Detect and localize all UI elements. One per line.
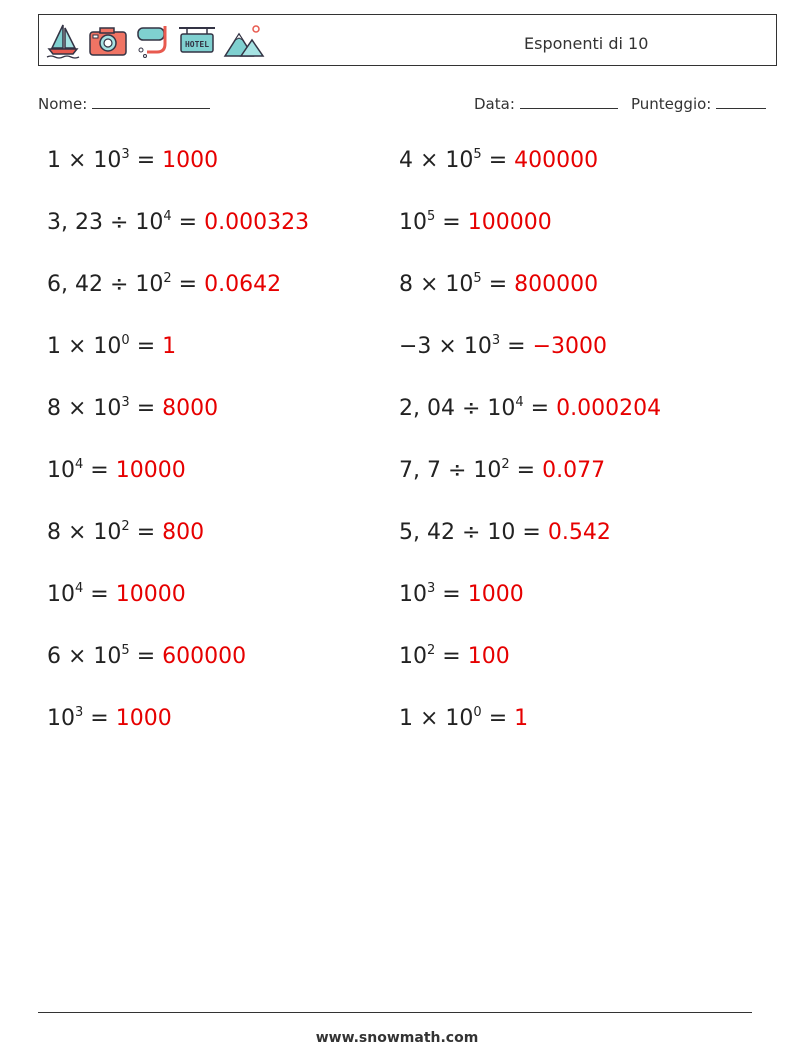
problem-expression: 8 × 10	[399, 272, 474, 297]
equals-sign: =	[523, 396, 557, 421]
problem-13	[47, 520, 204, 545]
name-field[interactable]	[38, 94, 210, 113]
problem-expression: 10	[47, 582, 75, 607]
answer: 100	[467, 644, 510, 669]
equals-sign: =	[435, 582, 468, 607]
exponent: 2	[427, 643, 436, 658]
answer: 1	[162, 334, 177, 359]
exponent: 5	[121, 643, 130, 658]
equals-sign: =	[509, 458, 543, 483]
problem-expression: 2, 04 ÷ 10	[399, 396, 516, 421]
equals-sign: =	[515, 520, 548, 545]
hotel-sign-text: HOTEL	[184, 40, 210, 49]
problem-18	[399, 644, 510, 669]
score-field[interactable]	[631, 94, 766, 113]
problem-expression: 10	[47, 458, 75, 483]
problem-expression: 8 × 10	[47, 396, 122, 421]
name-label: Nome:	[38, 95, 88, 113]
hotel-sign-icon	[177, 22, 217, 60]
problem-11	[47, 458, 186, 483]
problem-20	[399, 706, 528, 731]
date-label: Data:	[474, 95, 515, 113]
problem-12	[399, 458, 605, 483]
equals-sign: =	[435, 644, 468, 669]
sailboat-icon	[45, 22, 81, 60]
equals-sign: =	[481, 148, 515, 173]
answer: −3000	[532, 334, 607, 359]
answer: 1000	[162, 148, 219, 173]
exponent: 3	[75, 705, 84, 720]
problem-5	[47, 272, 281, 297]
exponent: 3	[427, 581, 436, 596]
exponent: 2	[121, 519, 130, 534]
snorkel-mask-icon	[135, 22, 171, 60]
answer: 1000	[467, 582, 524, 607]
answer: 400000	[514, 148, 599, 173]
problem-expression: 1 × 10	[399, 706, 474, 731]
answer: 10000	[115, 458, 186, 483]
problem-3	[47, 210, 309, 235]
problem-1	[47, 148, 218, 173]
problem-expression: 10	[399, 644, 427, 669]
equals-sign: =	[481, 272, 515, 297]
equals-sign: =	[83, 706, 116, 731]
answer: 800000	[514, 272, 599, 297]
answer: 800	[162, 520, 205, 545]
problem-expression: 5, 42 ÷ 10	[399, 520, 516, 545]
answer: 8000	[162, 396, 219, 421]
equals-sign: =	[83, 582, 116, 607]
exponent: 5	[473, 147, 482, 162]
answer: 1000	[115, 706, 172, 731]
problem-9	[47, 396, 218, 421]
answer: 100000	[467, 210, 552, 235]
answer: 10000	[115, 582, 186, 607]
date-line[interactable]	[520, 94, 618, 109]
exponent: 2	[163, 271, 172, 286]
date-field[interactable]	[474, 94, 618, 113]
name-line[interactable]	[92, 94, 210, 109]
exponent: 4	[75, 581, 84, 596]
equals-sign: =	[171, 272, 205, 297]
mountains-icon	[223, 22, 265, 60]
exponent: 2	[501, 457, 510, 472]
equals-sign: =	[500, 334, 533, 359]
score-label: Punteggio:	[631, 95, 712, 113]
equals-sign: =	[129, 520, 163, 545]
footer-divider	[38, 1012, 752, 1013]
equals-sign: =	[129, 644, 163, 669]
problem-expression: 10	[47, 706, 75, 731]
problem-expression: 3, 23 ÷ 10	[47, 210, 164, 235]
problem-14	[399, 520, 611, 545]
problem-expression: 6 × 10	[47, 644, 122, 669]
problem-expression: 10	[399, 582, 427, 607]
exponent: 4	[75, 457, 84, 472]
answer: 0.0642	[204, 272, 282, 297]
problem-4	[399, 210, 552, 235]
exponent: 5	[427, 209, 436, 224]
footer-url[interactable]: www.snowmath.com	[315, 1030, 479, 1046]
camera-icon	[87, 22, 129, 60]
equals-sign: =	[129, 396, 163, 421]
equals-sign: =	[129, 334, 163, 359]
problem-17	[47, 644, 246, 669]
answer: 600000	[162, 644, 247, 669]
header-box	[38, 14, 777, 66]
exponent: 5	[473, 271, 482, 286]
answer: 0.077	[542, 458, 606, 483]
equals-sign: =	[481, 706, 515, 731]
equals-sign: =	[83, 458, 116, 483]
problem-7	[47, 334, 176, 359]
problem-expression: 6, 42 ÷ 10	[47, 272, 164, 297]
problem-16	[399, 582, 524, 607]
problem-expression: 4 × 10	[399, 148, 474, 173]
exponent: 4	[163, 209, 172, 224]
answer: 0.542	[547, 520, 611, 545]
header-icons	[45, 22, 265, 60]
answer: 0.000323	[204, 210, 310, 235]
equals-sign: =	[435, 210, 468, 235]
equals-sign: =	[171, 210, 205, 235]
answer: 0.000204	[556, 396, 662, 421]
equals-sign: =	[129, 148, 163, 173]
worksheet-title: Esponenti di 10	[524, 34, 649, 53]
exponent: 3	[121, 395, 130, 410]
exponent: 4	[515, 395, 524, 410]
problem-2	[399, 148, 598, 173]
problem-10	[399, 396, 661, 421]
problem-15	[47, 582, 186, 607]
problem-expression: 7, 7 ÷ 10	[399, 458, 502, 483]
exponent: 0	[121, 333, 130, 348]
answer: 1	[514, 706, 529, 731]
problem-6	[399, 272, 598, 297]
problem-expression: 10	[399, 210, 427, 235]
score-line[interactable]	[716, 94, 766, 109]
exponent: 3	[121, 147, 130, 162]
exponent: 3	[491, 333, 501, 348]
problem-expression: 1 × 10	[47, 148, 122, 173]
exponent: 0	[473, 705, 482, 720]
problem-expression: 1 × 10	[47, 334, 122, 359]
problem-19	[47, 706, 172, 731]
problem-8	[399, 334, 607, 359]
problem-expression: 8 × 10	[47, 520, 122, 545]
problem-expression: −3 × 10	[399, 334, 492, 359]
